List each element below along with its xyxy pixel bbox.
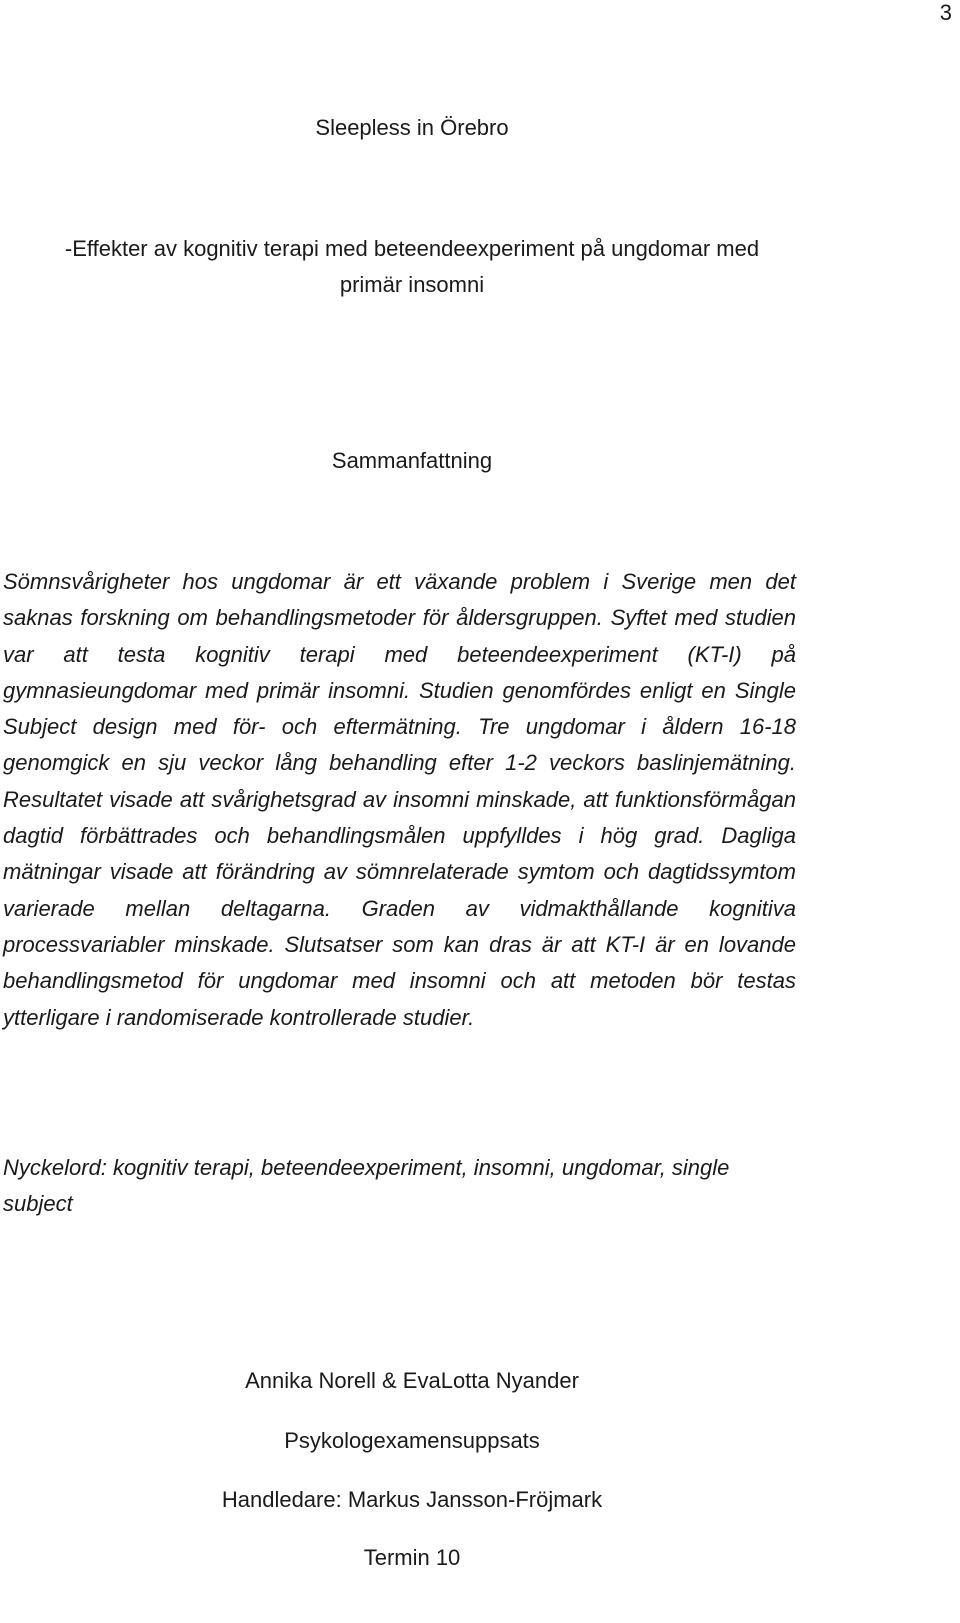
term-label: Termin 10 [363,1545,461,1570]
page-number: 3 [939,0,952,25]
subtitle-line-1: -Effekter av kognitiv terapi med beteendeexperiment på ungdomar med [64,236,760,261]
keywords-text: Nyckelord: kognitiv terapi, beteendeexperiment, insomni, ungdomar, single subject [3,1155,730,1216]
degree-label: Psykologexamensuppsats [284,1428,540,1453]
subtitle-line-2: primär insomni [339,272,485,297]
thesis-subtitle [0,231,824,303]
authors: Annika Norell & EvaLotta Nyander [245,1368,579,1393]
thesis-title: Sleepless in Örebro [315,115,509,140]
abstract-text: Sömnsvårigheter hos ungdomar är ett växande problem i Sverige men det saknas forskning om behandlingsmetoder för åldersgruppen. Syftet med studien var att testa kognitiv terapi med beteendeexperiment (KT-I) på gymnasieungdomar med primär insomni. Studien genomfördes enligt en Single Subject design med för- och eftermätning. Tre ungdomar i åldern 16-18 genomgick en sju veckor lång behandling efter 1-2 veckors baslinjemätning. Resultatet visade att svårighetsgrad av insomni minskade, att funktionsförmågan dagtid förbättrades och behandlingsmålen uppfylldes i hög grad. Dagliga mätningar visade att förändring av sömnrelaterade symtom och dagtidssymtom varierade mellan deltagarna. Graden av vidmakthållande kognitiva processvariabler minskade. Slutsatser som kan dras är att KT-I är en lovande behandlingsmetod för ungdomar med insomni och att metoden bör testas ytterligare i randomiserade kontrollerade studier. [3,569,796,1030]
summary-heading: Sammanfattning [331,448,493,473]
supervisor: Handledare: Markus Jansson-Fröjmark [221,1487,603,1512]
